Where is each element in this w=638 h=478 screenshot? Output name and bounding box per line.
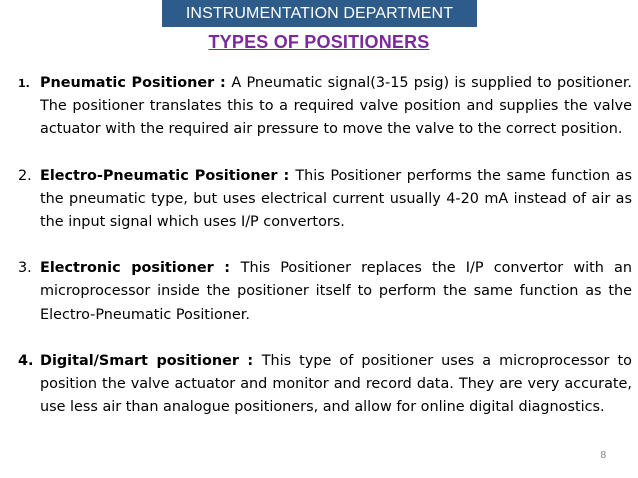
list-item-electronic xyxy=(18,257,632,327)
slide-title: TYPES OF POSITIONERS xyxy=(208,32,430,52)
item-number: 2. xyxy=(18,167,32,184)
item-term: Pneumatic Positioner : xyxy=(40,75,232,91)
item-description: A Pneumatic signal(3-15 psig) is supplied to positioner. The positioner translates this to a required valve position and supplies the valve actuator with the required air pressure to move the valve to the correct position. xyxy=(40,75,632,138)
item-description: This Positioner replaces the I/P convertor with an microprocessor inside the positioner itself to perform the same function as the Electro-Pneumatic Positioner. xyxy=(40,260,632,323)
department-name: INSTRUMENTATION DEPARTMENT xyxy=(185,5,454,22)
item-term: Electronic positioner : xyxy=(40,260,241,277)
item-description: This type of positioner uses a microprocessor to position the valve actuator and monitor and record data. They are very accurate, use less air than analogue positioners, and allow for online digital diagnostics. xyxy=(40,352,632,416)
item-description: This Positioner performs the same function as the pneumatic type, but uses electrical current usually 4-20 mA instead of air as the input signal which uses I/P convertors. xyxy=(40,167,632,231)
department-header xyxy=(162,0,477,27)
page-number: 8 xyxy=(600,450,606,461)
list-item-pneumatic xyxy=(18,72,632,142)
list-item-digital-smart xyxy=(18,350,632,420)
item-term: Electro-Pneumatic Positioner : xyxy=(40,167,296,184)
list-item-electro-pneumatic xyxy=(18,165,632,235)
item-term: Digital/Smart positioner : xyxy=(40,352,262,369)
item-number: 3. xyxy=(18,260,32,277)
item-number: 4. xyxy=(18,352,34,369)
item-number: 1. xyxy=(18,77,30,90)
positioner-list xyxy=(18,72,632,442)
